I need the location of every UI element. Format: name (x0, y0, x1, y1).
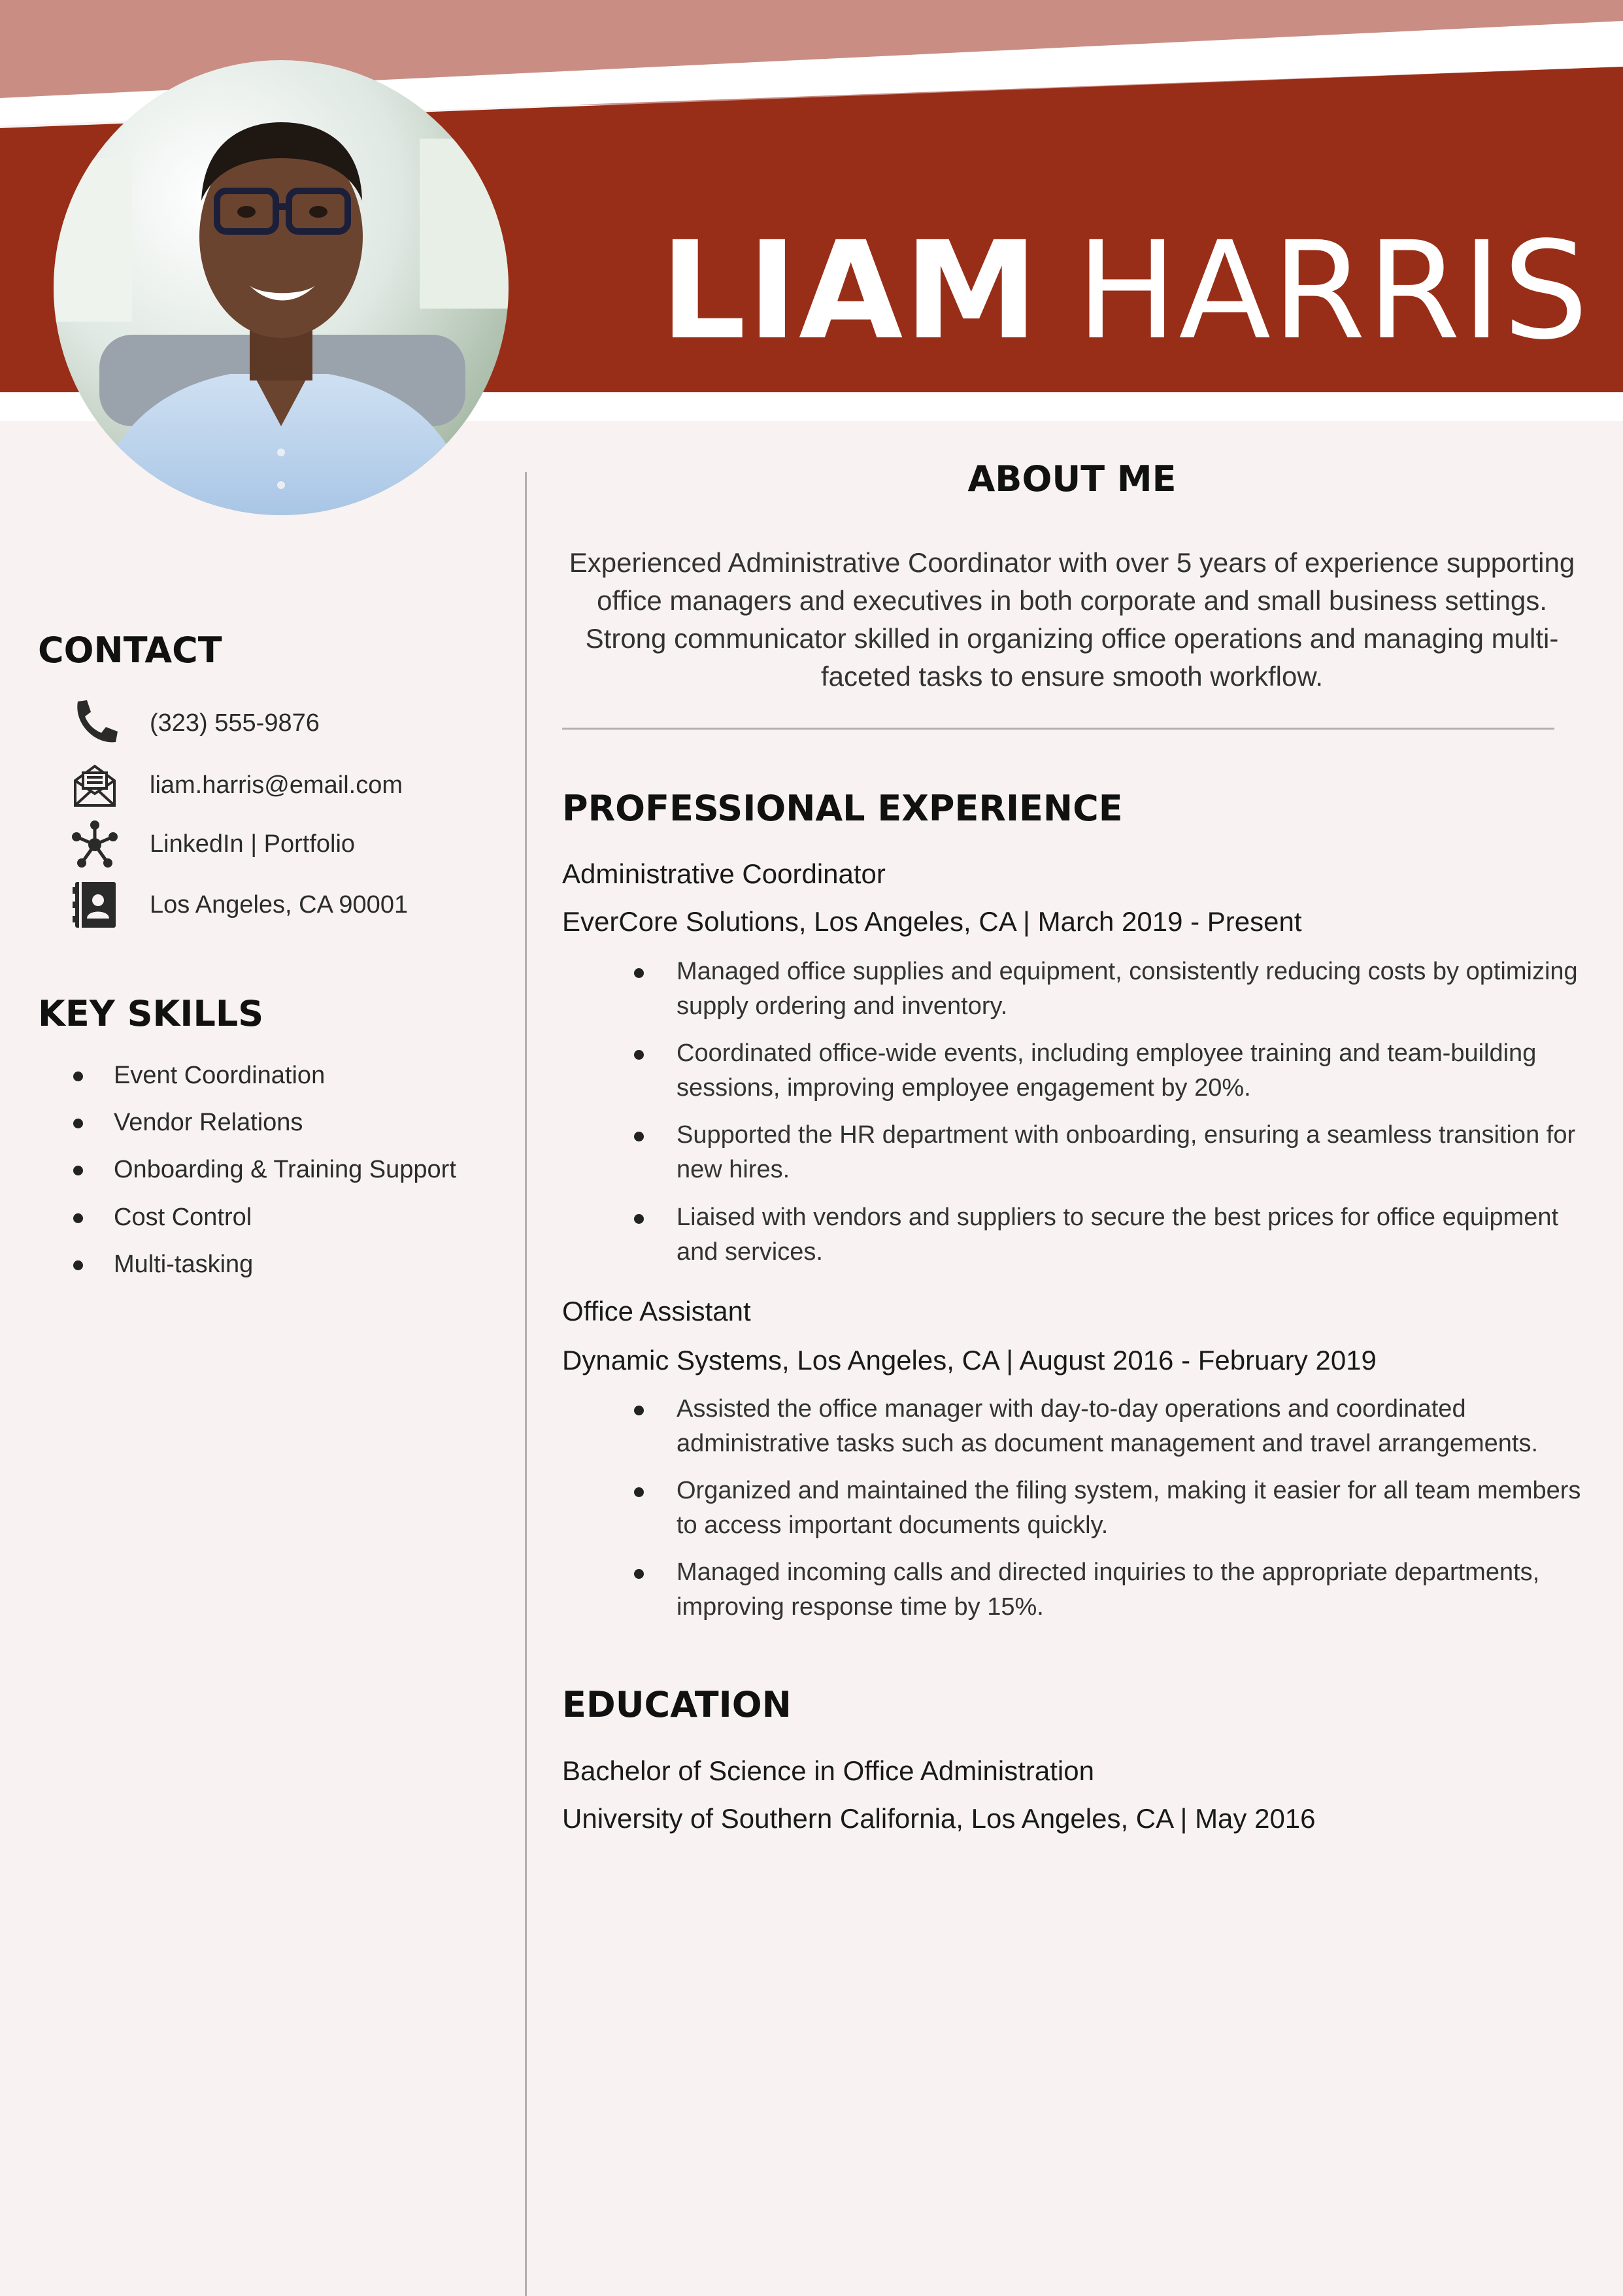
bullet-dot (73, 1119, 83, 1128)
about-heading: ABOUT ME (967, 458, 1177, 499)
section-divider (562, 728, 1554, 730)
bullet-dot (634, 1214, 644, 1224)
column-divider (525, 472, 527, 2296)
bullet-dot (634, 1406, 644, 1415)
bullet-dot (73, 1213, 83, 1223)
job-title: Administrative Coordinator (562, 858, 886, 889)
contact-heading: CONTACT (38, 630, 222, 671)
bullet-dot (634, 968, 644, 978)
bullet-dot (73, 1260, 83, 1270)
bullet-dot (73, 1072, 83, 1081)
resume-page: LIAM HARRIS CONTACT (323) 555-9876 liam.harris@email.com LinkedIn | Portfolio Los Angeles, CA 90001 KEY SKILLS Event Coordination Vendor Relations Onboarding & Training Support Cost Control Multi-tasking ABOUT ME Experienced Administrative Coordinator with over 5 years of experience supporting office managers and executives in both corporate and small business settings. Strong communicator skilled in organizing office operations and managing multi-faceted tasks to ensure smooth workflow. PROFESSIONAL EXPERIENCE Administrative Coordinator EverCore Solutions, Los Angeles, CA | March 2019 - Present Managed office supplies and equipment, consistently reducing costs by optimizing supply ordering and inventory. Coordinated office-wide events, including employee training and team-building sessions, improving employee engagement by 20%. Supported the HR department with onboarding, ensuring a seamless transition for new hires. Liaised with vendors and suppliers to secure the best prices for office equipment and services. Office Assistant Dynamic Systems, Los Angeles, CA | August 2016 - February 2019 Assisted the office manager with day-to-day operations and coordinated administrative tasks such as document management and travel arrangements. Organized and maintained the filing system, making it easier for all team members to access important documents quickly. Managed incoming calls and directed inquiries to the appropriate departments, improving response time by 15%. EDUCATION Bachelor of Science in Office Administration University of Southern California, Los Angeles, CA | May 2016 (0, 0, 1623, 2296)
first-name: LIAM (660, 212, 1040, 369)
education-heading: EDUCATION (562, 1684, 792, 1725)
address-book-icon (69, 878, 121, 930)
job-bullet: Organized and maintained the filing system, making it easier for all team members to access important documents quickly. (677, 1477, 1581, 1539)
job-title: Office Assistant (562, 1296, 751, 1326)
profile-photo (54, 60, 509, 515)
contact-phone (69, 696, 494, 755)
network-icon (69, 817, 121, 869)
last-name: HARRIS (1076, 212, 1590, 369)
contact-email (69, 758, 494, 817)
contact-address (69, 878, 494, 937)
job-bullet: Supported the HR department with onboarding, ensuring a seamless transition for new hires. (677, 1121, 1576, 1183)
about-text: Experienced Administrative Coordinator with over 5 years of experience supporting office managers and executives in both corporate and small business settings. Strong communicator skilled in organizing office operations and managing multi-faceted tasks to ensure smooth workflow. (569, 547, 1575, 692)
contact-links (69, 817, 494, 876)
bullet-dot (634, 1569, 644, 1579)
job-bullet: Coordinated office-wide events, including employee training and team-building sessions, improving employee engagement by 20%. (677, 1039, 1537, 1102)
bullet-dot (73, 1166, 83, 1175)
job-company-dates: Dynamic Systems, Los Angeles, CA | August 2016 - February 2019 (562, 1345, 1377, 1376)
phone-number[interactable]: (323) 555-9876 (150, 709, 320, 737)
linkedin-portfolio-link[interactable]: LinkedIn | Portfolio (150, 830, 356, 858)
email-address[interactable]: liam.harris@email.com (150, 771, 403, 799)
phone-icon (69, 696, 121, 749)
job-bullet: Managed incoming calls and directed inquiries to the appropriate departments, improving response time by 15%. (677, 1559, 1540, 1621)
bullet-dot (634, 1132, 644, 1141)
school: University of Southern California, Los Angeles, CA | May 2016 (562, 1803, 1316, 1834)
experience-heading: PROFESSIONAL EXPERIENCE (562, 788, 1123, 829)
job-bullet: Managed office supplies and equipment, consistently reducing costs by optimizing supply ordering and inventory. (677, 958, 1578, 1020)
bullet-dot (634, 1487, 644, 1497)
degree: Bachelor of Science in Office Administration (562, 1755, 1094, 1786)
skills-heading: KEY SKILLS (38, 993, 264, 1034)
email-icon (69, 758, 121, 811)
bullet-dot (634, 1050, 644, 1060)
job-company-dates: EverCore Solutions, Los Angeles, CA | March 2019 - Present (562, 906, 1302, 937)
job-bullet: Assisted the office manager with day-to-day operations and coordinated administrative tasks such as document management and travel arrangements. (677, 1395, 1538, 1457)
job-bullet: Liaised with vendors and suppliers to secure the best prices for office equipment and services. (677, 1204, 1559, 1266)
location: Los Angeles, CA 90001 (150, 891, 409, 919)
